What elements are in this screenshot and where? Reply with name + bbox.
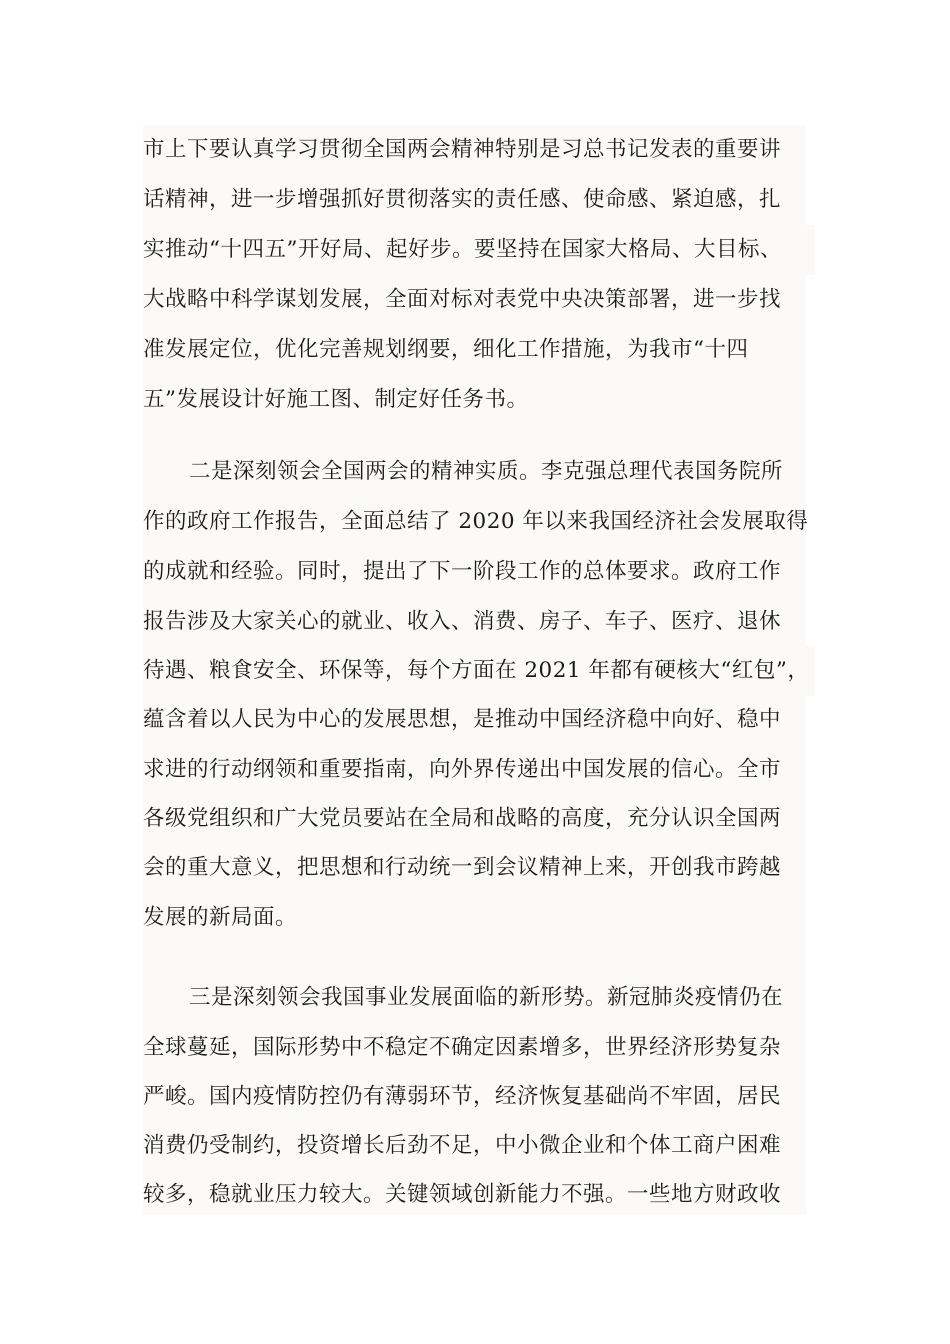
paragraph-1-line-2: 话精神，进一步增强抓好贯彻落实的责任感、使命感、紧迫感，扎 <box>143 187 782 212</box>
paragraph-3-line-3: 严峻。国内疫情防控仍有薄弱环节，经济恢复基础尚不牢固，居民 <box>143 1084 782 1109</box>
paragraph-3-line-5: 较多，稳就业压力较大。关键领域创新能力不强。一些地方财政收 <box>143 1182 782 1207</box>
paragraph-2-line-3: 的成就和经验。同时，提出了下一阶段工作的总体要求。政府工作 <box>143 559 782 584</box>
paragraph-1-line-5: 准发展定位，优化完善规划纲要，细化工作措施，为我市“十四 <box>143 337 749 362</box>
paragraph-2-line-8: 各级党组织和广大党员要站在全局和战略的高度，充分认识全国两 <box>143 806 782 831</box>
paragraph-1-line-3: 实推动“十四五”开好局、起好步。要坚持在国家大格局、大目标、 <box>143 225 815 275</box>
paragraph-2-line-4: 报告涉及大家关心的就业、收入、消费、房子、车子、医疗、退休 <box>143 609 782 634</box>
paragraph-1-line-4: 大战略中科学谋划发展，全面对标对表党中央决策部署，进一步找 <box>143 287 782 312</box>
paragraph-3-line-2: 全球蔓延，国际形势中不稳定不确定因素增多，世界经济形势复杂 <box>143 1035 782 1060</box>
paragraph-3-line-4: 消费仍受制约，投资增长后劲不足，中小微企业和个体工商户困难 <box>143 1133 782 1158</box>
paragraph-1-line-1: 市上下要认真学习贯彻全国两会精神特别是习总书记发表的重要讲 <box>143 137 782 162</box>
paragraph-2-line-9: 会的重大意义，把思想和行动统一到会议精神上来，开创我市跨越 <box>143 855 782 880</box>
paragraph-2-line-1: 二是深刻领会全国两会的精神实质。李克强总理代表国务院所 <box>189 459 784 484</box>
paragraph-3-line-1: 三是深刻领会我国事业发展面临的新形势。新冠肺炎疫情仍在 <box>189 985 784 1010</box>
paragraph-2-line-5: 待遇、粮食安全、环保等，每个方面在 2021 年都有硬核大“红包”， <box>143 646 815 696</box>
paragraph-2-line-7: 求进的行动纲领和重要指南，向外界传递出中国发展的信心。全市 <box>143 757 782 782</box>
document-body <box>143 125 810 1215</box>
paragraph-2-line-6: 蕴含着以人民为中心的发展思想，是推动中国经济稳中向好、稳中 <box>143 707 782 732</box>
paragraph-1-line-6: 五”发展设计好施工图、制定好任务书。 <box>143 387 529 412</box>
paragraph-2-line-2: 作的政府工作报告，全面总结了 2020 年以来我国经济社会发展取得 <box>143 509 809 534</box>
paragraph-2-line-10: 发展的新局面。 <box>143 905 298 930</box>
